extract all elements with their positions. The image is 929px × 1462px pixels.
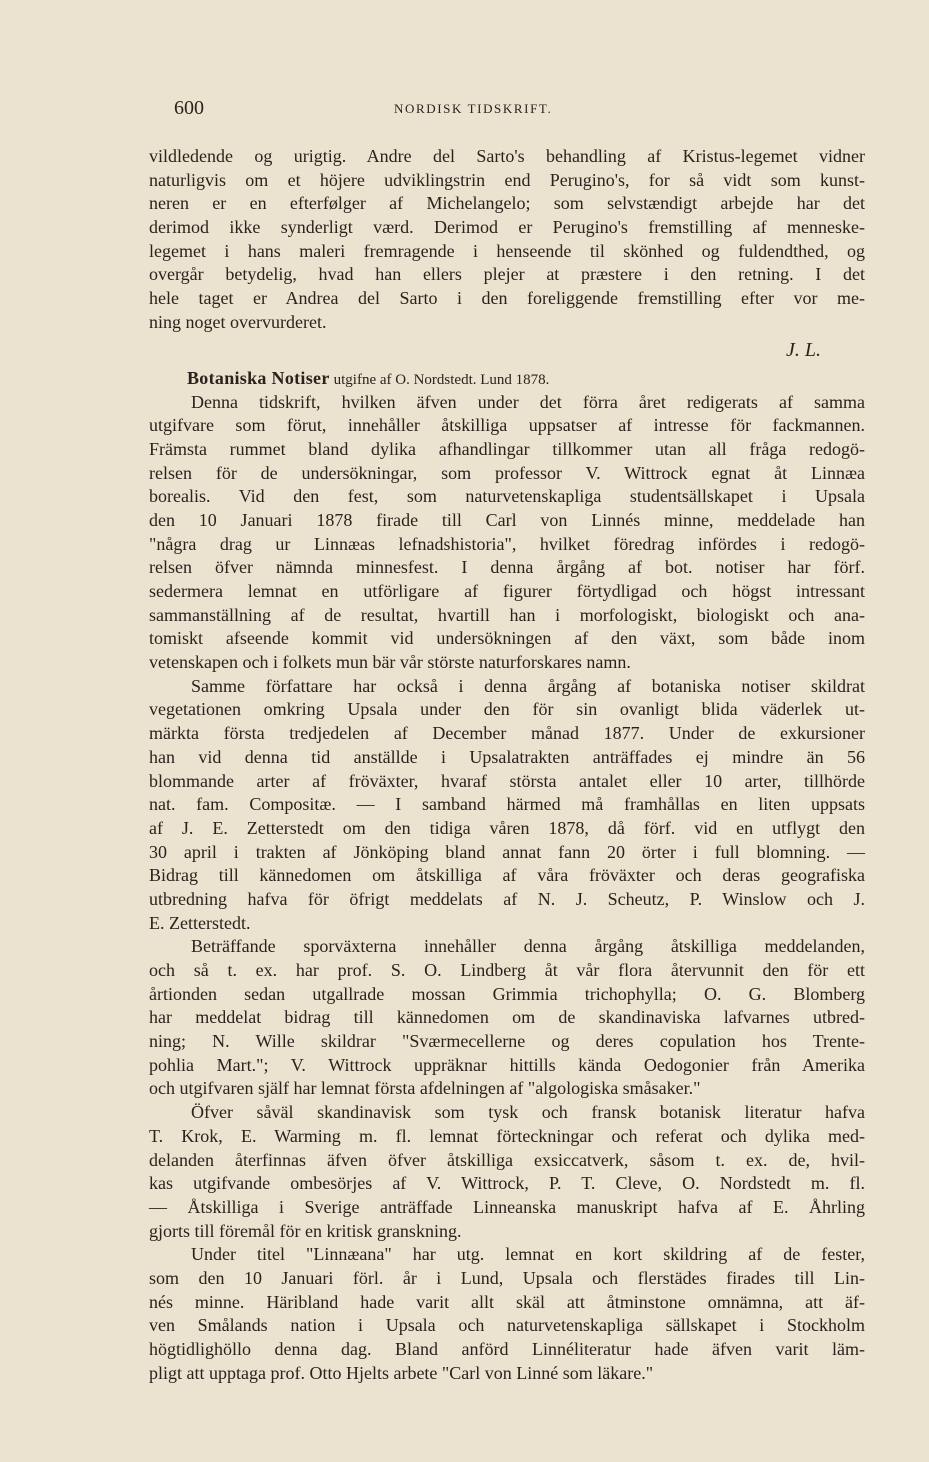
text-line: — Åtskilliga i Sverige anträffade Linneanska manuskript hafva af E. Åhrling <box>149 1196 865 1217</box>
text-line: delanden återfinnas äfven öfver åtskilliga exsiccatverk, såsom t. ex. de, hvil- <box>149 1149 865 1170</box>
page-body <box>149 145 865 1385</box>
text-line: Denna tidskrift, hvilken äfven under det förra året redigerats af samma <box>191 391 865 412</box>
signature: J. L. <box>786 338 821 361</box>
text-line: Bidrag till kännedomen om åtskilliga af våra fröväxter och deras geografiska <box>149 865 865 886</box>
review-subtitle: utgifne af O. Nordstedt. Lund 1878. <box>333 371 550 388</box>
review-perugino-continued <box>149 145 865 365</box>
text-line: E. Zetterstedt. <box>149 912 251 933</box>
review-heading <box>149 365 865 391</box>
text-line: T. Krok, E. Warming m. fl. lemnat förteckningar och referat och dylika med- <box>149 1125 865 1146</box>
text-line: relsen öfver nämnda minnesfest. I denna årgång af bot. notiser har förf. <box>149 557 865 578</box>
text-line: ning; N. Wille skildrar "Sværmecellerne og deres copulation hos Trente- <box>149 1031 865 1052</box>
text-line: borealis. Vid den fest, som naturvetenskapliga studentsällskapet i Upsala <box>149 486 865 507</box>
text-line: 30 april i trakten af Jönköping bland annat fann 20 örter i full blomning. — <box>149 841 865 862</box>
text-line: sedermera lemnat en utförligare af figurer förtydligad och högst intressant <box>149 581 865 601</box>
text-line: naturligvis om et höjere udviklingstrin end Perugino's, for så vidt som kunst- <box>149 169 865 190</box>
text-line: legemet i hans maleri fremragende i henseende til skönhed og fuldendthed, og <box>149 240 865 261</box>
text-line: vetenskapen och i folkets mun bär vår störste naturforskares namn. <box>149 652 631 673</box>
text-line: utbredning hafva för öfrigt meddelats af N. J. Scheutz, P. Winslow och J. <box>149 888 865 909</box>
text-line: kas utgifvande ombesörjes af V. Wittrock, P. T. Cleve, O. Nordstedt m. fl. <box>149 1173 865 1194</box>
text-line: den 10 Januari 1878 firade till Carl von Linnés minne, meddelade han <box>149 509 865 530</box>
text-line: som den 10 Januari förl. år i Lund, Upsala och flerstädes firades till Lin- <box>149 1267 865 1288</box>
text-line: och utgifvaren själf har lemnat första afdelningen af "algologiska småsaker." <box>149 1078 701 1099</box>
text-line: sammanställning af de resultat, hvartill han i morfologiskt, biologiskt och ana- <box>149 604 865 625</box>
review-title: Botaniska Notiser <box>187 367 330 388</box>
text-line: "några drag ur Linnæas lefnadshistoria", hvilket föredrag infördes i redogö- <box>149 533 865 554</box>
text-line: nés minne. Häribland hade varit allt skäl att åtminstone omnämna, att äf- <box>149 1291 865 1312</box>
text-line: vildledende og urigtig. Andre del Sarto's behandling af Kristus-legemet vidner <box>149 146 865 166</box>
text-line: nat. fam. Compositæ. — I samband härmed må framhållas en liten uppsats <box>149 794 865 815</box>
text-line: neren er en efterfølger af Michelangelo; som selvstændigt arbejde har det <box>149 193 865 214</box>
text-line: pligt att upptaga prof. Otto Hjelts arbete "Carl von Linné som läkare." <box>149 1362 654 1383</box>
text-line: har meddelat bidrag till kännedomen om de skandinaviska lafvarnes utbred- <box>149 1007 865 1028</box>
text-line: Öfver såväl skandinavisk som tysk och fransk botanisk literatur hafva <box>191 1102 865 1123</box>
running-head: NORDISK TIDSKRIFT. <box>394 101 553 116</box>
text-line: Främsta rummet bland dylika afhandlingar tillkommer utan all fråga redogö- <box>149 438 865 459</box>
text-line: hele taget er Andrea del Sarto i den foreliggende fremstilling efter vor me- <box>149 288 865 309</box>
text-line: gjorts till föremål för en kritisk granskning. <box>149 1220 462 1241</box>
text-line: overgår betydelig, hvad han ellers plejer at præstere i den retning. I det <box>149 264 865 285</box>
review-botaniska-notiser <box>149 365 865 1386</box>
text-line: pohlia Mart."; V. Wittrock uppräknar hittills kända Oedogonier från Amerika <box>149 1054 865 1075</box>
text-line: Under titel "Linnæana" har utg. lemnat en kort skildring af de fester, <box>191 1244 865 1265</box>
text-line: Samme författare har också i denna årgång af botaniska notiser skildrat <box>191 675 865 696</box>
text-line: tomiskt afseende kommit vid undersökningen af den växt, som både inom <box>149 628 865 649</box>
text-line: utgifvare som förut, innehåller åtskilliga uppsatser af intresse för fackmannen. <box>149 415 865 436</box>
text-line: märkta första tredjedelen af December månad 1877. Under de exkursioner <box>149 723 865 744</box>
text-line: årtionden sedan utgallrade mossan Grimmia trichophylla; O. G. Blomberg <box>149 983 865 1004</box>
page-number: 600 <box>174 97 204 119</box>
text-line: ning noget overvurderet. <box>149 311 327 332</box>
text-line: han vid denna tid anställde i Upsalatrakten anträffades ej mindre än 56 <box>149 746 865 767</box>
text-line: vegetationen omkring Upsala under den för sin ovanligt blida väderlek ut- <box>149 699 865 720</box>
text-line: Beträffande sporväxterna innehåller denna årgång åtskilliga meddelanden, <box>191 936 865 957</box>
text-line: derimod ikke synderligt værd. Derimod er Perugino's fremstilling af menneske- <box>149 217 865 238</box>
text-line: blommande arter af fröväxter, hvaraf största antalet eller 10 arter, tillhörde <box>149 770 865 791</box>
text-line: högtidlighöllo denna dag. Bland anförd Linnéliteratur hade äfven varit läm- <box>149 1339 865 1359</box>
text-line: ven Smålands nation i Upsala och naturvetenskapliga sällskapet i Stockholm <box>149 1315 865 1336</box>
text-line: och så t. ex. har prof. S. O. Lindberg åt vår flora återvunnit den för ett <box>149 960 865 980</box>
text-line: relsen för de undersökningar, som professor V. Wittrock egnat åt Linnæa <box>149 462 865 483</box>
text-line: af J. E. Zetterstedt om den tidiga våren 1878, då förf. vid en utflygt den <box>149 817 865 838</box>
